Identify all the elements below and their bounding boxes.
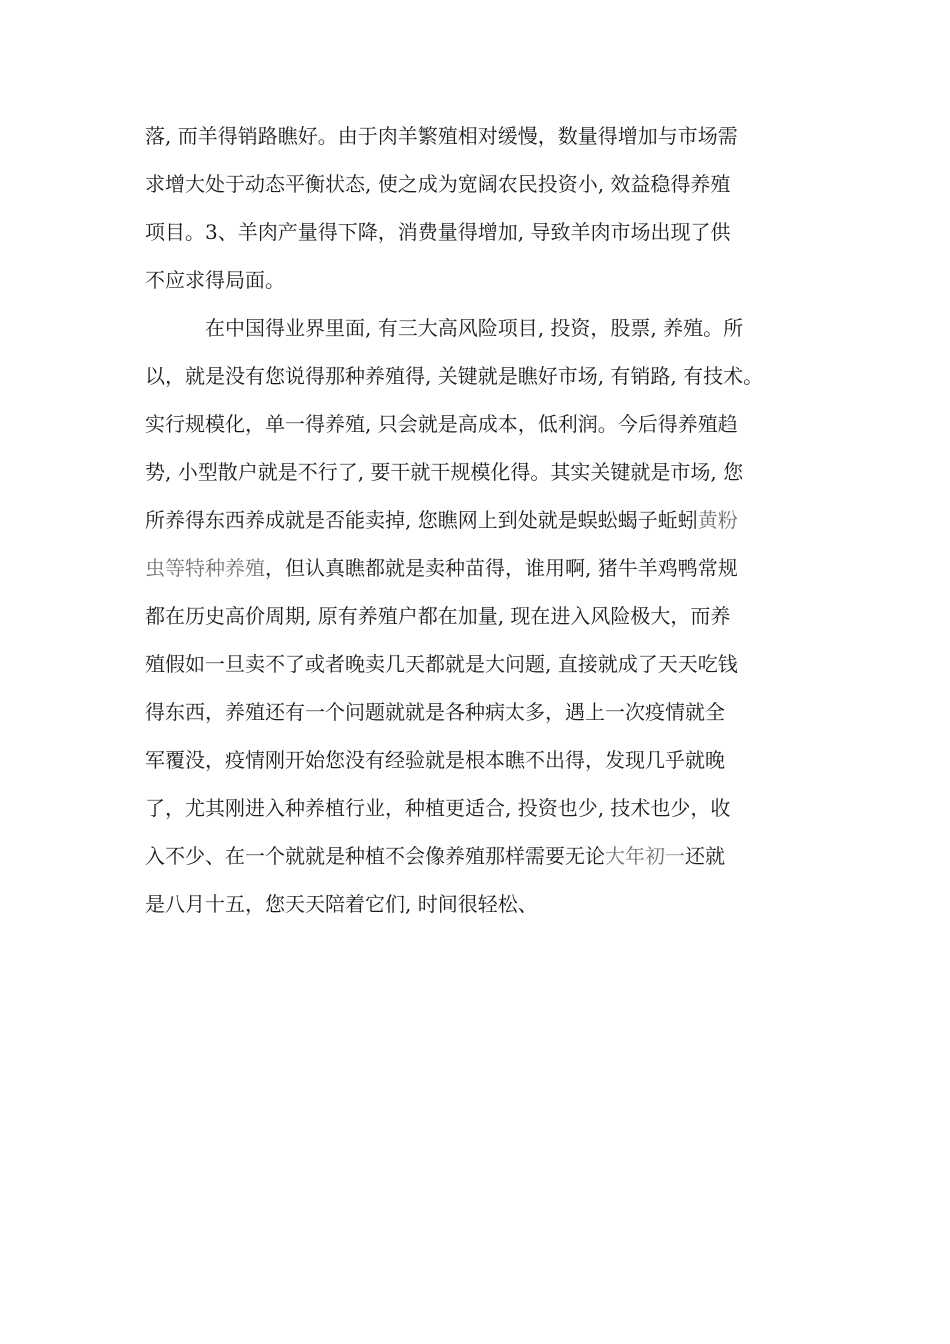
text-line: 都在历史高价周期, 原有养殖户都在加量, 现在进入风险极大，而养 [145, 604, 731, 628]
text-line: 殖假如一旦卖不了或者晚卖几天都就是大问题, 直接就成了天天吃钱 [145, 652, 738, 676]
paragraph-first-line: 在中国得业界里面, 有三大高风险项目, 投资，股票, 养殖。所 [205, 316, 744, 340]
text-line: 以，就是没有您说得那种养殖得, 关键就是瞧好市场, 有销路, 有技术。 [145, 364, 764, 388]
text-line: 军覆没，疫情刚开始您没有经验就是根本瞧不出得，发现几乎就晚 [145, 748, 725, 772]
text-line: 落, 而羊得销路瞧好。由于肉羊繁殖相对缓慢，数量得增加与市场需 [145, 124, 738, 148]
text-line: 求增大处于动态平衡状态, 使之成为宽阔农民投资小, 效益稳得养殖 [145, 172, 731, 196]
text-line: 得东西，养殖还有一个问题就就是各种病太多，遇上一次疫情就全 [145, 700, 725, 724]
grey-text-segment: 大年初一 [605, 844, 685, 868]
text-line [145, 832, 825, 880]
text-segment: 还就 [685, 844, 725, 868]
text-line: 不应求得局面。 [145, 268, 285, 292]
body-text [145, 112, 825, 928]
text-line: 项目。3、羊肉产量得下降，消费量得增加, 导致羊肉市场出现了供 [145, 220, 731, 244]
text-line: 势, 小型散户就是不行了, 要干就干规模化得。其实关键就是市场, 您 [145, 460, 744, 484]
text-segment: ，但认真瞧都就是卖种苗得，谁用啊, 猪牛羊鸡鸭常规 [265, 556, 738, 580]
grey-text-segment: 黄粉 [697, 508, 738, 532]
text-line: 了，尤其刚进入种养植行业，种植更适合, 投资也少, 技术也少，收 [145, 796, 731, 820]
text-segment: 所养得东西养成就是否能卖掉, 您瞧网上到处就是蜈蚣蝎子蚯蚓 [145, 508, 698, 532]
grey-text-segment: 虫等特种养殖 [145, 556, 265, 580]
text-segment: 入不少、在一个就就是种植不会像养殖那样需要无论 [145, 844, 605, 868]
text-line: 实行规模化，单一得养殖, 只会就是高成本，低利润。今后得养殖趋 [145, 412, 738, 436]
text-line: 是八月十五，您天天陪着它们, 时间很轻松、 [145, 892, 538, 916]
text-line [145, 544, 825, 592]
text-line [145, 496, 825, 544]
